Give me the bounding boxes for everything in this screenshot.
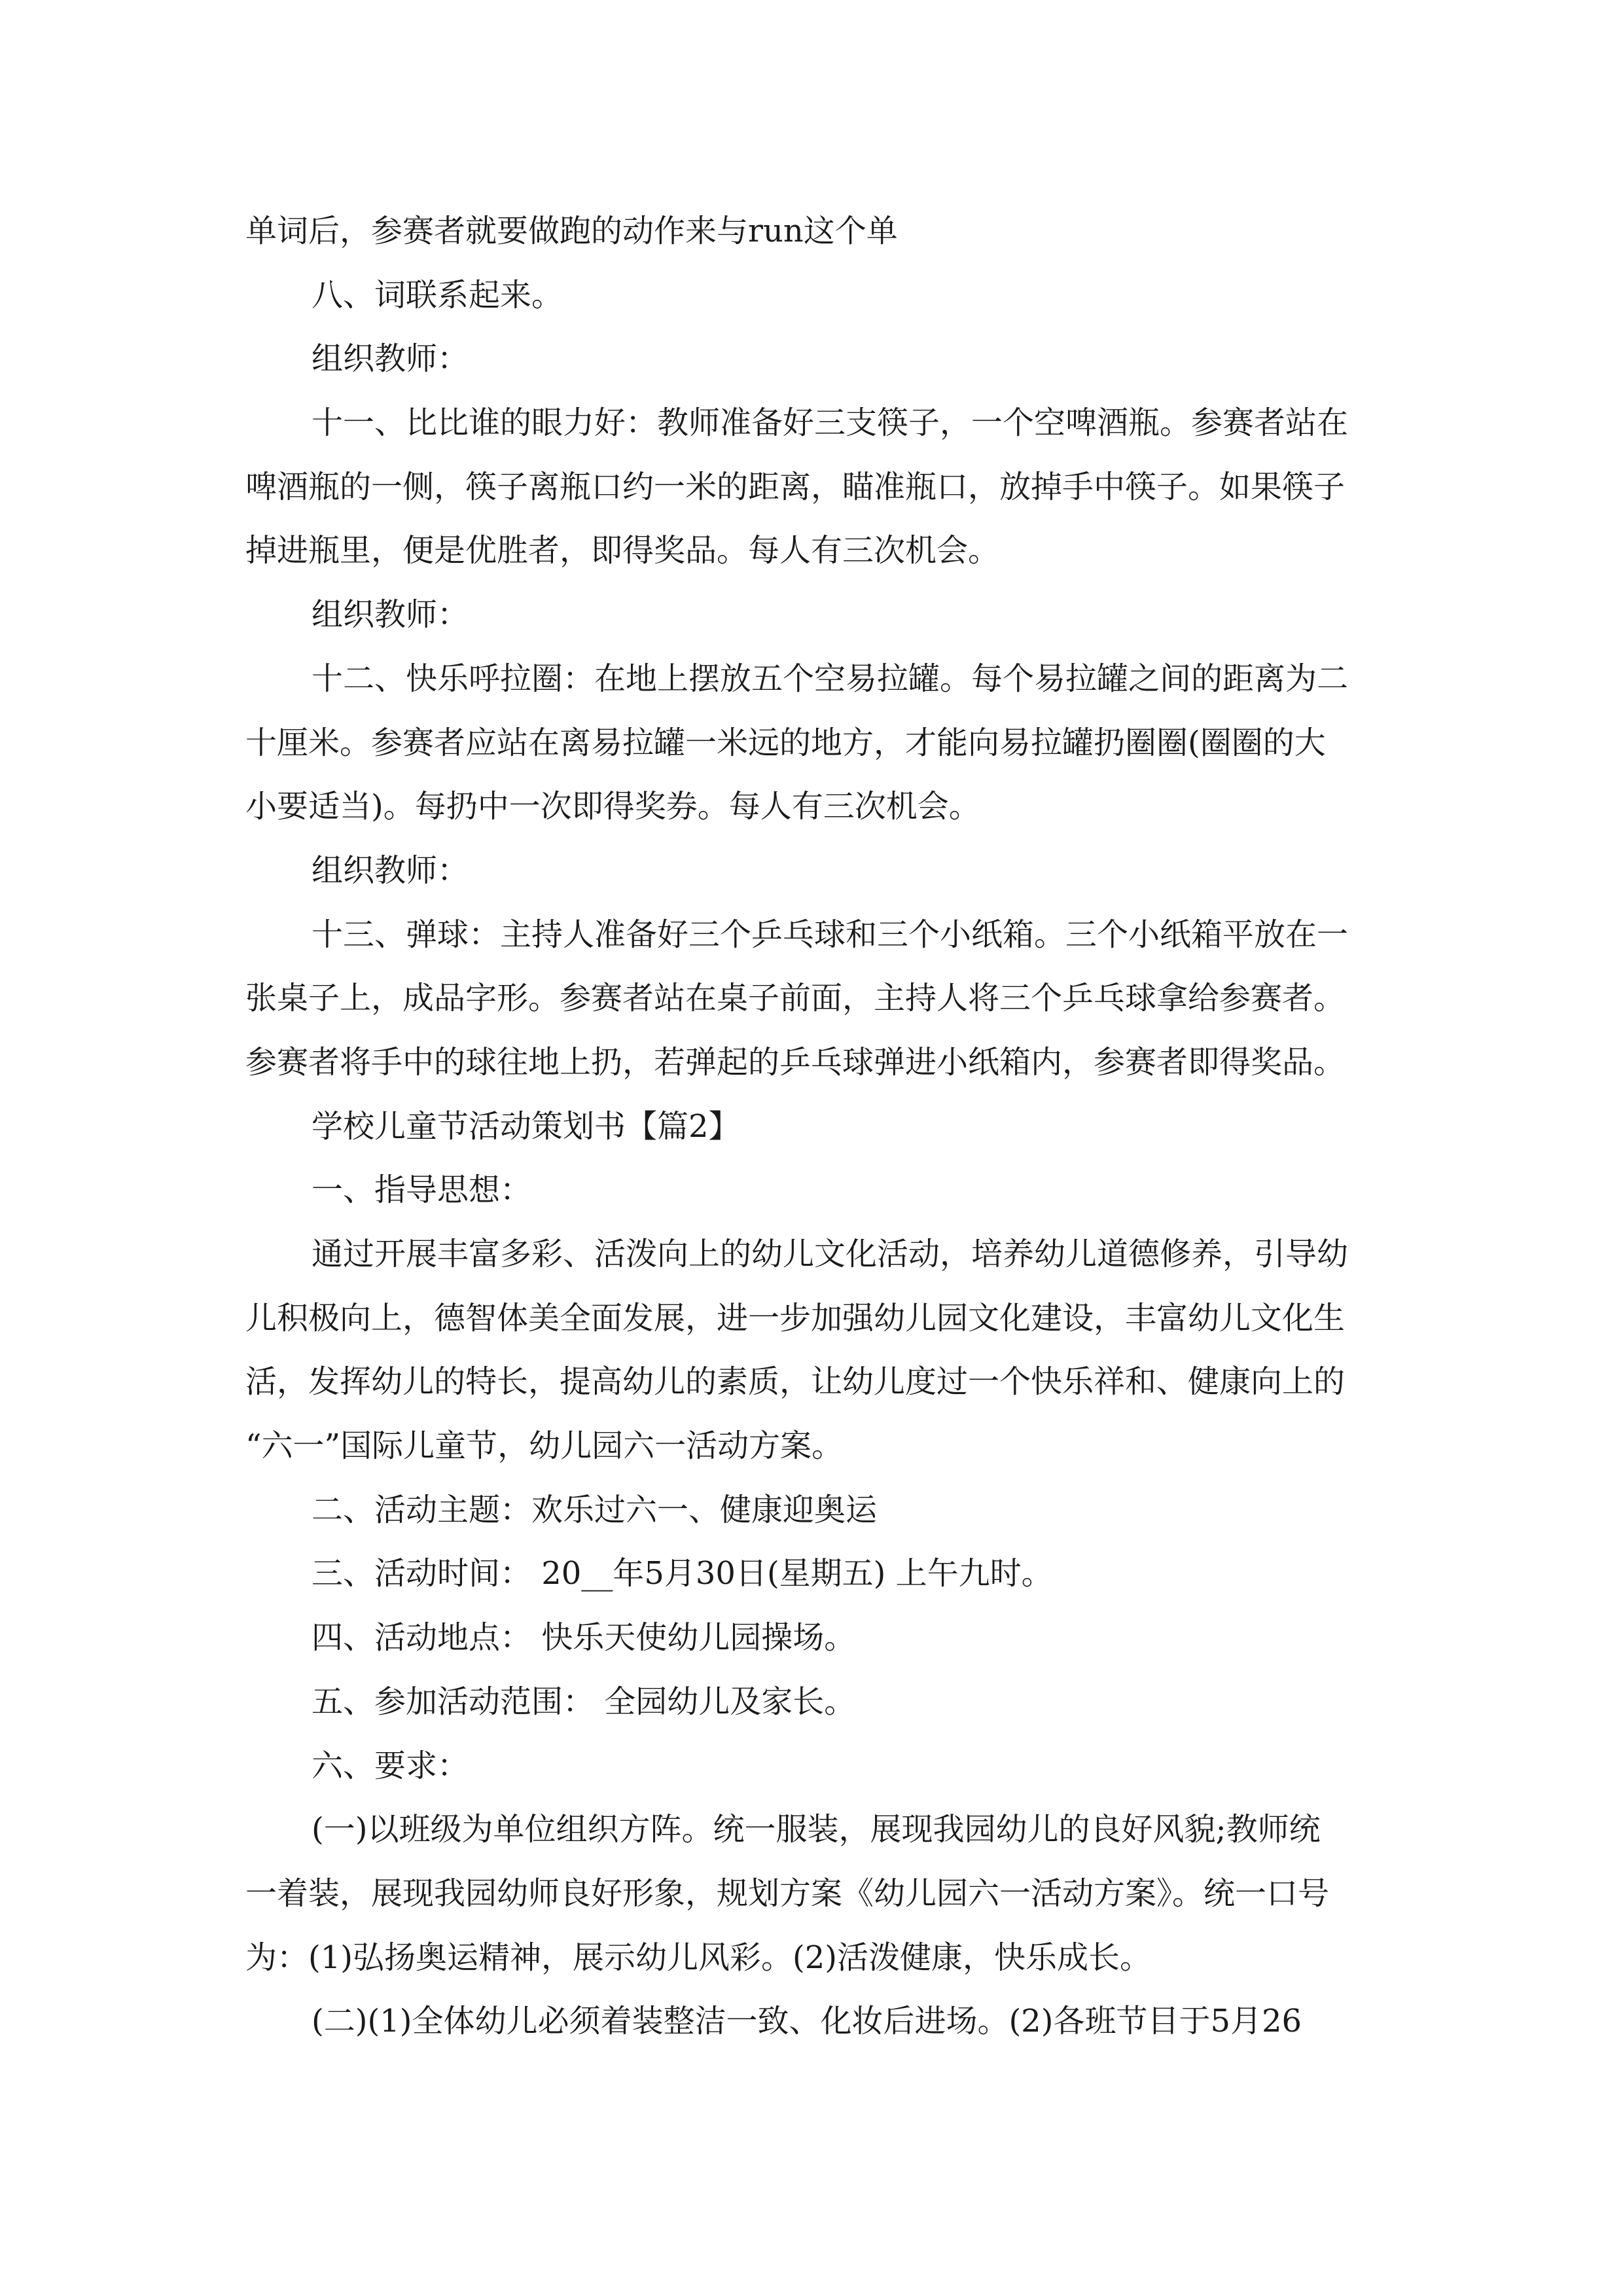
text-line: 四、活动地点： 快乐天使幼儿园操场。 bbox=[312, 1619, 856, 1657]
text-line: 通过开展丰富多彩、活泼向上的幼儿文化活动，培养幼儿道德修养，引导幼 bbox=[312, 1236, 1349, 1272]
document-body bbox=[245, 200, 1387, 2054]
text-line: 十二、快乐呼拉圈：在地上摆放五个空易拉罐。每个易拉罐之间的距离为二 bbox=[312, 660, 1349, 697]
text-line: 组织教师： bbox=[312, 596, 469, 634]
text-line: 掉进瓶里，便是优胜者，即得奖品。每人有三次机会。 bbox=[245, 532, 1000, 569]
text-line: (一)以班级为单位组织方阵。统一服装，展现我园幼儿的良好风貌;教师统 bbox=[312, 1811, 1321, 1848]
text-line: 十厘米。参赛者应站在离易拉罐一米远的地方，才能向易拉罐扔圈圈(圈圈的大 bbox=[245, 724, 1326, 761]
text-line: 学校儿童节活动策划书【篇2】 bbox=[312, 1107, 740, 1145]
text-line: 五、参加活动范围： 全园幼儿及家长。 bbox=[312, 1683, 856, 1720]
text-line: 为：(1)弘扬奥运精神，展示幼儿风彩。(2)活泼健康，快乐成长。 bbox=[245, 1939, 1151, 1976]
text-line: (二)(1)全体幼儿必须着装整洁一致、化妆后进场。(2)各班节目于5月26 bbox=[312, 2003, 1302, 2040]
text-line: 小要适当)。每扔中一次即得奖券。每人有三次机会。 bbox=[245, 788, 980, 825]
text-line: 八、词联系起来。 bbox=[312, 276, 563, 314]
text-line: 单词后，参赛者就要做跑的动作来与run这个单 bbox=[245, 213, 898, 249]
text-line: 十三、弹球：主持人准备好三个乒乓球和三个小纸箱。三个小纸箱平放在一 bbox=[312, 916, 1349, 953]
text-line: “六一”国际儿童节，幼儿园六一活动方案。 bbox=[245, 1427, 844, 1465]
text-line: 三、活动时间： 20__年5月30日(星期五) 上午九时。 bbox=[312, 1555, 1053, 1592]
text-line: 张桌子上，成品字形。参赛者站在桌子前面，主持人将三个乒乓球拿给参赛者。 bbox=[245, 980, 1346, 1017]
text-line: 十一、比比谁的眼力好：教师准备好三支筷子，一个空啤酒瓶。参赛者站在 bbox=[312, 404, 1349, 442]
text-line: 六、要求： bbox=[312, 1747, 469, 1784]
text-line: 活，发挥幼儿的特长，提高幼儿的素质，让幼儿度过一个快乐祥和、健康向上的 bbox=[245, 1363, 1346, 1401]
text-line: 参赛者将手中的球往地上扔，若弹起的乒乓球弹进小纸箱内，参赛者即得奖品。 bbox=[245, 1043, 1346, 1081]
text-line: 组织教师： bbox=[312, 852, 469, 889]
text-line: 一、指导思想： bbox=[312, 1172, 532, 1209]
text-line: 二、活动主题：欢乐过六一、健康迎奥运 bbox=[312, 1491, 878, 1528]
text-line: 儿积极向上，德智体美全面发展，进一步加强幼儿园文化建设，丰富幼儿文化生 bbox=[245, 1299, 1346, 1336]
text-line: 啤酒瓶的一侧，筷子离瓶口约一米的距离，瞄准瓶口，放掉手中筷子。如果筷子 bbox=[245, 468, 1346, 505]
text-line: 组织教师： bbox=[312, 340, 469, 378]
text-line: 一着装，展现我园幼师良好形象，规划方案《幼儿园六一活动方案》。统一口号 bbox=[245, 1874, 1330, 1912]
